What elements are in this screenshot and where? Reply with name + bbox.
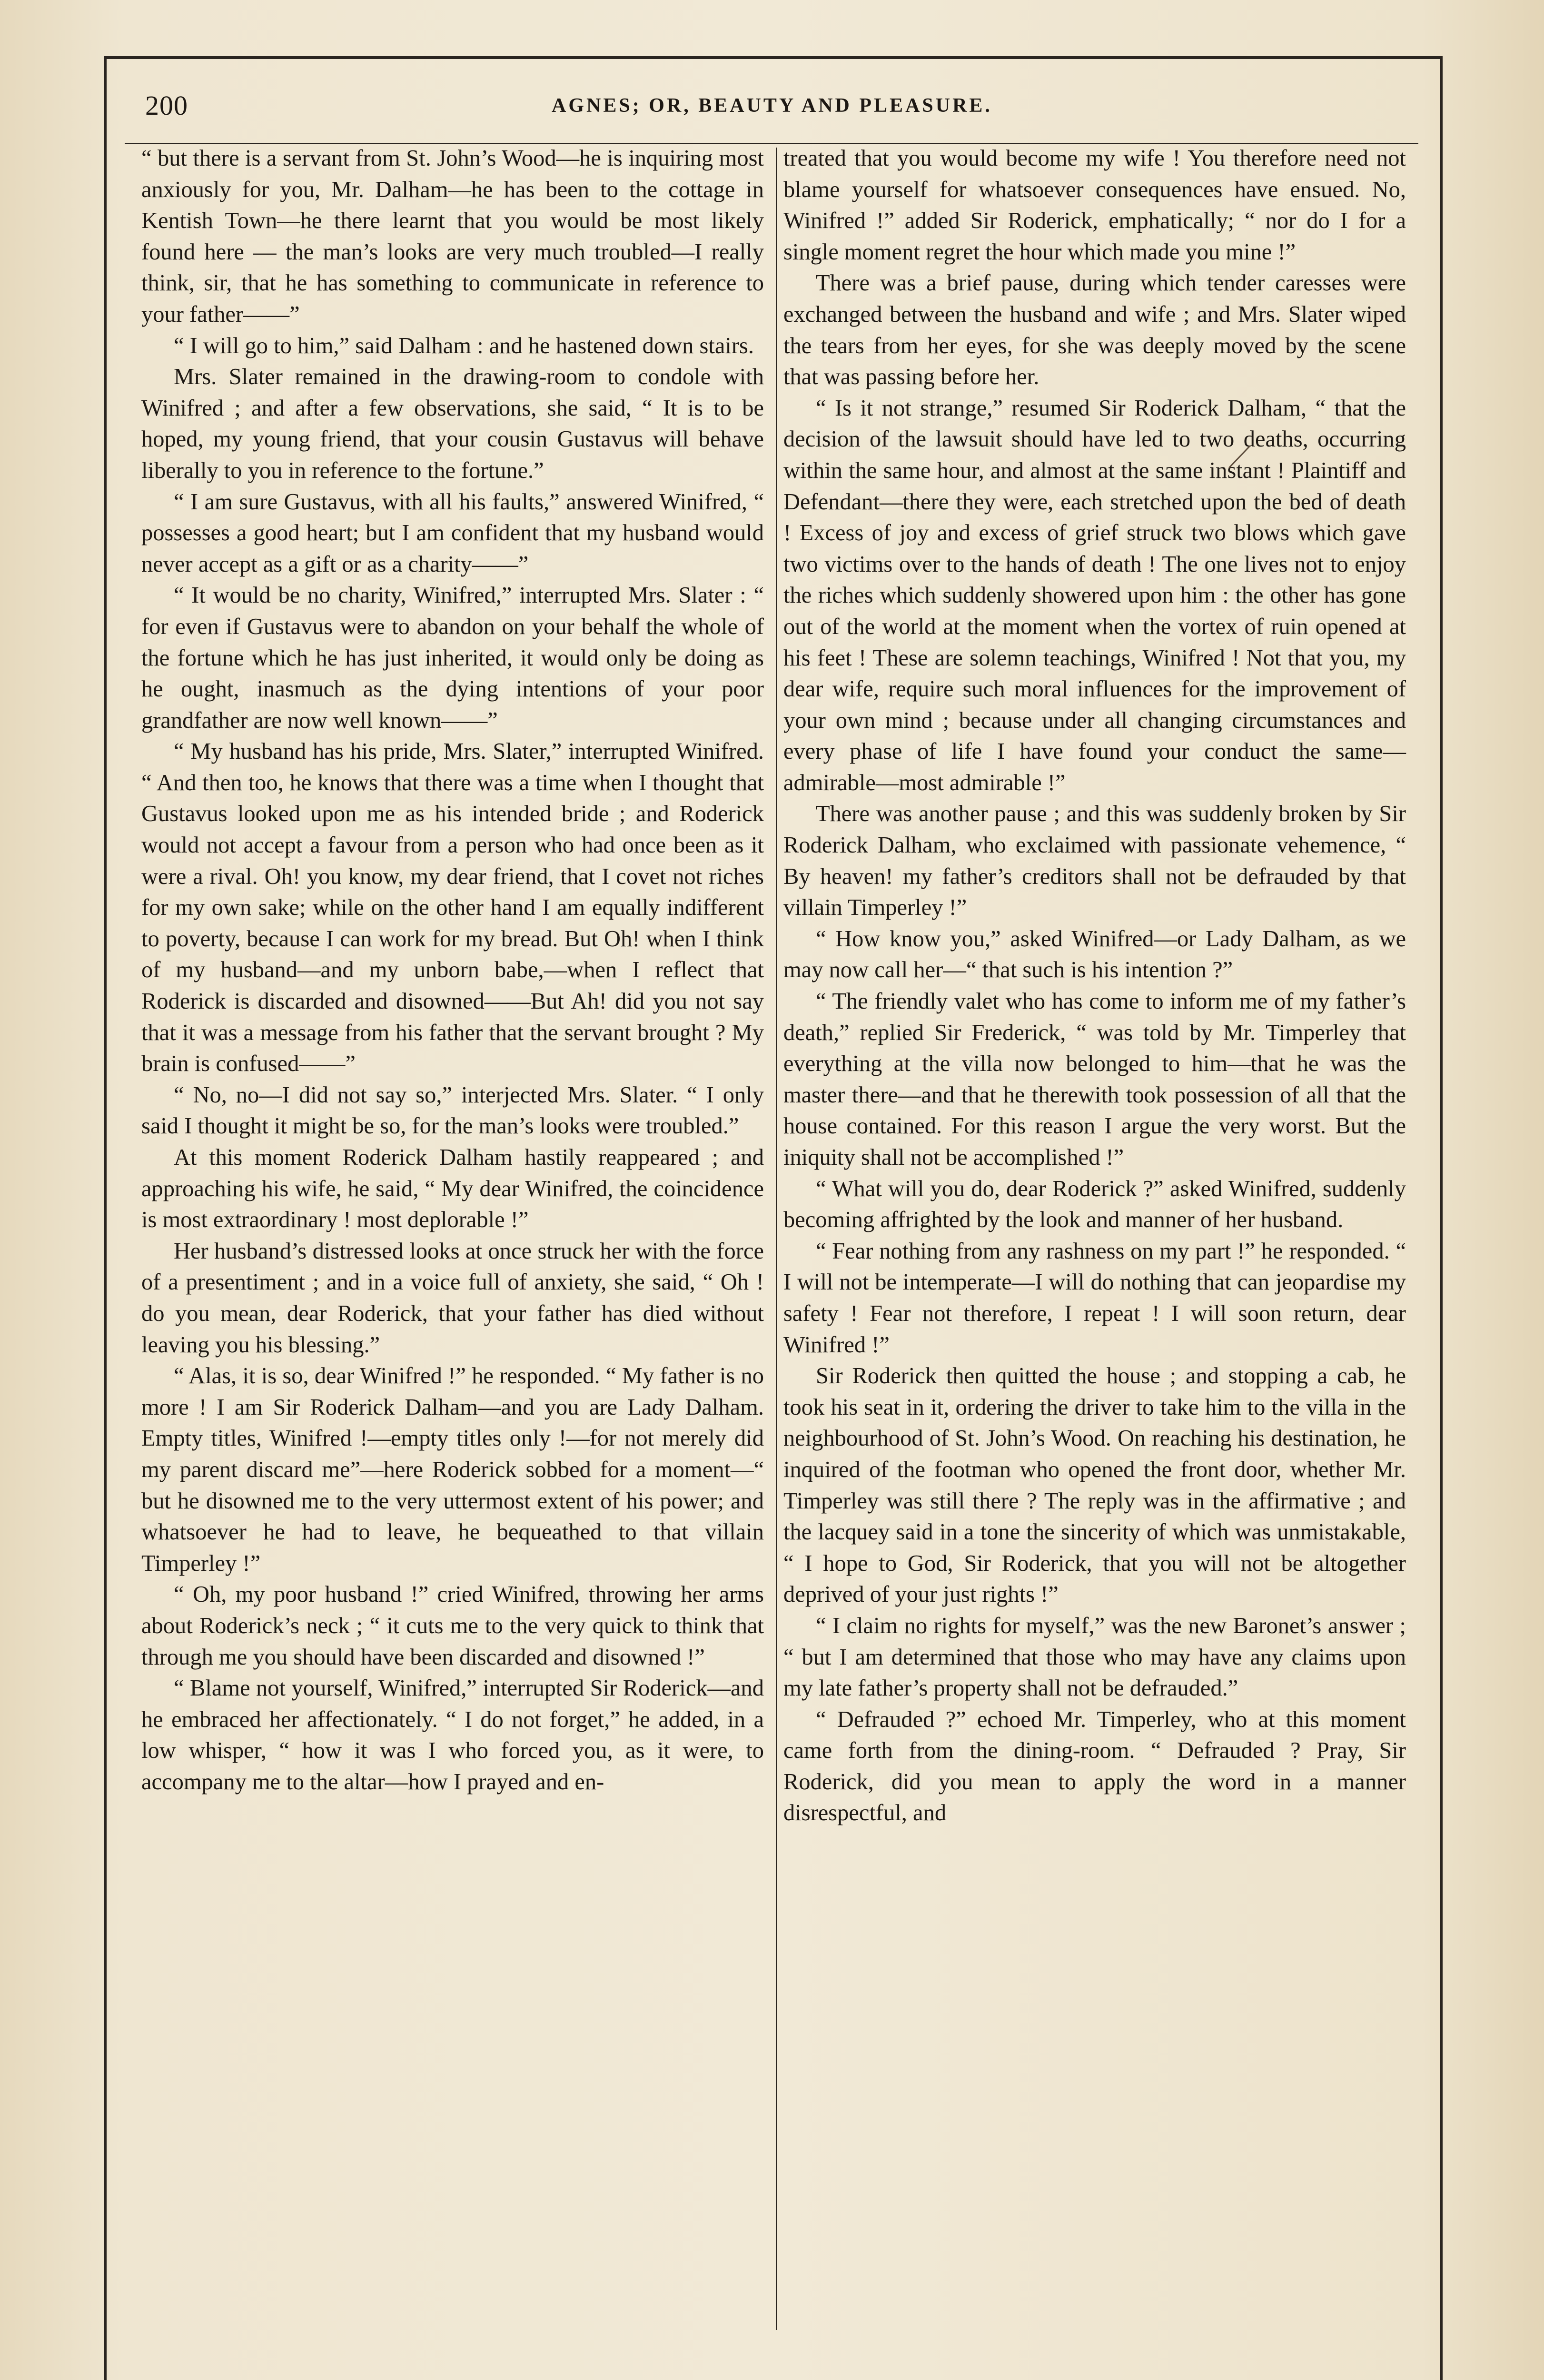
paragraph: At this moment Roderick Dalham hastily reappeared ; and approaching his wife, he said, “ My dear Winifred, the coincidence is most extraordinary ! most deplorable !” bbox=[141, 1145, 764, 1233]
paragraph: treated that you would become my wife ! You therefore need not blame yourself for whatsoever consequences have ensued. No, Winifred !” added Sir Roderick, emphatically; “ nor do I for a single moment regret the hour which made you mine !” bbox=[783, 146, 1406, 265]
paragraph: “ but there is a servant from St. John’s Wood—he is inquiring most anxiously for you, Mr. Dalham—he has been to the cottage in Kentish Town—he there learnt that you would be most likely found here — the man’s looks are very much troubled—I really think, sir, that he has something to communicate in reference to your father——” bbox=[141, 146, 764, 327]
paragraph: “ Defrauded ?” echoed Mr. Timperley, who at this moment came forth from the dining-room. “ Defrauded ? Pray, Sir Roderick, did you mean to apply the word in a manner disrespectful, and bbox=[783, 1706, 1406, 1826]
paragraph: “ What will you do, dear Roderick ?” asked Winifred, suddenly becoming affrighted by the look and manner of her husband. bbox=[783, 1176, 1406, 1233]
paragraph: “ Is it not strange,” resumed Sir Roderick Dalham, “ that the decision of the lawsuit should have led to two deaths, occurring within the same hour, and almost at the same instant ! Plaintiff and Defendant—there they were, each stretched upon the bed of death ! Excess of joy and excess of grief struck two blows which gave two victims over to the hands of death ! The one lives not to enjoy the riches which suddenly showered upon him : the other has gone out of the world at the moment when the vortex of ruin opened at his feet ! These are solemn teachings, Winifred ! Not that you, my dear wife, require such moral influences for the improvement of your own mind ; because under all changing circumstances and every phase of life I have found your conduct the same—admirable—most admirable !” bbox=[783, 395, 1406, 795]
pencil-mark-icon bbox=[1226, 443, 1254, 471]
paragraph: Mrs. Slater remained in the drawing-room to condole with Winifred ; and after a few observations, she said, “ It is to be hoped, my young friend, that your cousin Gustavus will behave liberally to you in reference to the fortune.” bbox=[141, 364, 764, 483]
paragraph: “ I am sure Gustavus, with all his faults,” answered Winifred, “ possesses a good heart; but I am confident that my husband would never accept as a gift or as a charity——” bbox=[141, 489, 764, 577]
paragraph: “ I claim no rights for myself,” was the new Baronet’s answer ; “ but I am determined that those who may have any claims upon my late father’s property shall not be defrauded.” bbox=[783, 1613, 1406, 1701]
paragraph: “ It would be no charity, Winifred,” interrupted Mrs. Slater : “ for even if Gustavus were to abandon on your behalf the whole of the fortune which he has just inherited, it would only be doing as he ought, inasmuch as the dying intentions of your poor grandfather are now well known——” bbox=[141, 583, 764, 733]
paragraph: Her husband’s distressed looks at once struck her with the force of a presentiment ; and in a voice full of anxiety, she said, “ Oh ! do you mean, dear Roderick, that your father has died without leaving you his blessing.” bbox=[141, 1238, 764, 1358]
paragraph: “ Alas, it is so, dear Winifred !” he responded. “ My father is no more ! I am Sir Roderick Dalham—and you are Lady Dalham. Empty titles, Winifred !—empty titles only !—for not merely did my parent discard me”—here Roderick sobbed for a moment—“ but he disowned me to the very uttermost extent of his power; and whatsoever he had to leave, he bequeathed to that villain Timperley !” bbox=[141, 1363, 764, 1576]
paragraph: Sir Roderick then quitted the house ; and stopping a cab, he took his seat in it, ordering the driver to take him to the villa in the neighbourhood of St. John’s Wood. On reaching his destination, he inquired of the footman who opened the front door, whether Mr. Timperley was still there ? The reply was in the affirmative ; and the lacquey said in a tone the sincerity of which was unmistakable, “ I hope to God, Sir Roderick, that you will not be altogether deprived of your just rights !” bbox=[783, 1363, 1406, 1607]
paragraph: “ Fear nothing from any rashness on my part !” he responded. “ I will not be intemperate—I will do nothing that can jeopardise my safety ! Fear not therefore, I repeat ! I will soon return, dear Winifred !” bbox=[783, 1238, 1406, 1358]
column-divider bbox=[776, 148, 777, 2330]
paragraph: “ I will go to him,” said Dalham : and he hastened down stairs. bbox=[174, 333, 754, 358]
right-column bbox=[783, 143, 1406, 1829]
paragraph: “ My husband has his pride, Mrs. Slater,” interrupted Winifred. “ And then too, he knows that there was a time when I thought that Gustavus looked upon me as his intended bride ; and Roderick would not accept a favour from a person who had once been as it were a rival. Oh! you know, my dear friend, that I covet not riches for my own sake; while on the other hand I am equally indifferent to poverty, because I can work for my bread. But Oh! when I think of my husband—and my unborn babe,—when I reflect that Roderick is discarded and disowned——But Ah! did you not say that it was a message from his father that the servant brought ? My brain is confused——” bbox=[141, 739, 764, 1077]
paragraph: “ How know you,” asked Winifred—or Lady Dalham, as we may now call her—“ that such is his intention ?” bbox=[783, 926, 1406, 983]
paragraph: There was another pause ; and this was suddenly broken by Sir Roderick Dalham, who exclaimed with passionate vehemence, “ By heaven! my father’s creditors shall not be defrauded by that villain Timperley !” bbox=[783, 801, 1406, 921]
left-column bbox=[141, 143, 764, 1797]
paragraph: There was a brief pause, during which tender caresses were exchanged between the husband and wife ; and Mrs. Slater wiped the tears from her eyes, for she was deeply moved by the scene that was passing before her. bbox=[783, 270, 1406, 390]
running-title: AGNES; OR, BEAUTY AND PLEASURE. bbox=[552, 95, 992, 117]
paragraph: “ Blame not yourself, Winifred,” interrupted Sir Roderick—and he embraced her affectionately. “ I do not forget,” he added, in a low whisper, “ how it was I who forced you, as it were, to accompany me to the altar—how I prayed and en- bbox=[141, 1676, 764, 1795]
paragraph: “ Oh, my poor husband !” cried Winifred, throwing her arms about Roderick’s neck ; “ it cuts me to the very quick to think that through me you should have been discarded and disowned !” bbox=[141, 1582, 764, 1670]
paragraph: “ No, no—I did not say so,” interjected Mrs. Slater. “ I only said I thought it might be so, for the man’s looks were troubled.” bbox=[141, 1082, 764, 1139]
paragraph: “ The friendly valet who has come to inform me of my father’s death,” replied Sir Frederick, “ was told by Mr. Timperley that everything at the villa now belonged to him—that he was the master there—and that he therewith took possession of all that the house contained. For this reason I argue the very worst. But the iniquity shall not be accomplished !” bbox=[783, 989, 1406, 1170]
page-number: 200 bbox=[145, 90, 188, 121]
